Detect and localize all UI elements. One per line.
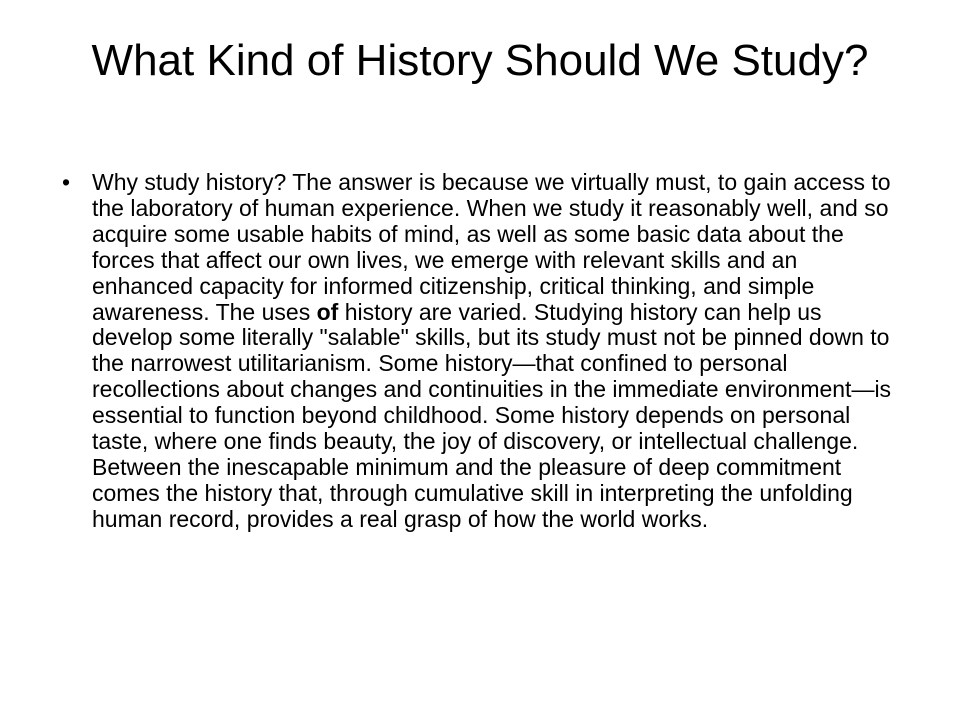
bullet-bold-word: of bbox=[316, 298, 339, 325]
slide-title: What Kind of History Should We Study? bbox=[91, 36, 869, 85]
bullet-item bbox=[62, 170, 892, 533]
slide-body bbox=[62, 170, 892, 533]
bullet-text-before: Why study history? The answer is because we virtually must, to gain access to the laboratory of human experience. When we study it reasonably well, and so acquire some usable habits of mind, as well as some basic data about the forces that affect our own lives, we emerge with relevant skills and an enhanced capacity for informed citizenship, critical thinking, and simple awareness. The uses bbox=[92, 169, 891, 325]
bullet-text-after: history are varied. Studying history can help us develop some literally "salable" skills, but its study must not be pinned down to the narrowest utilitarianism. Some history—that confined to personal recollections about changes and continuities in the immediate environment—is essential to function beyond childhood. Some history depends on personal taste, where one finds beauty, the joy of discovery, or intellectual challenge. Between the inescapable minimum and the pleasure of deep commitment comes the history that, through cumulative skill in interpreting the unfolding human record, provides a real grasp of how the world works. bbox=[92, 298, 892, 532]
bullet-icon: • bbox=[62, 169, 71, 195]
